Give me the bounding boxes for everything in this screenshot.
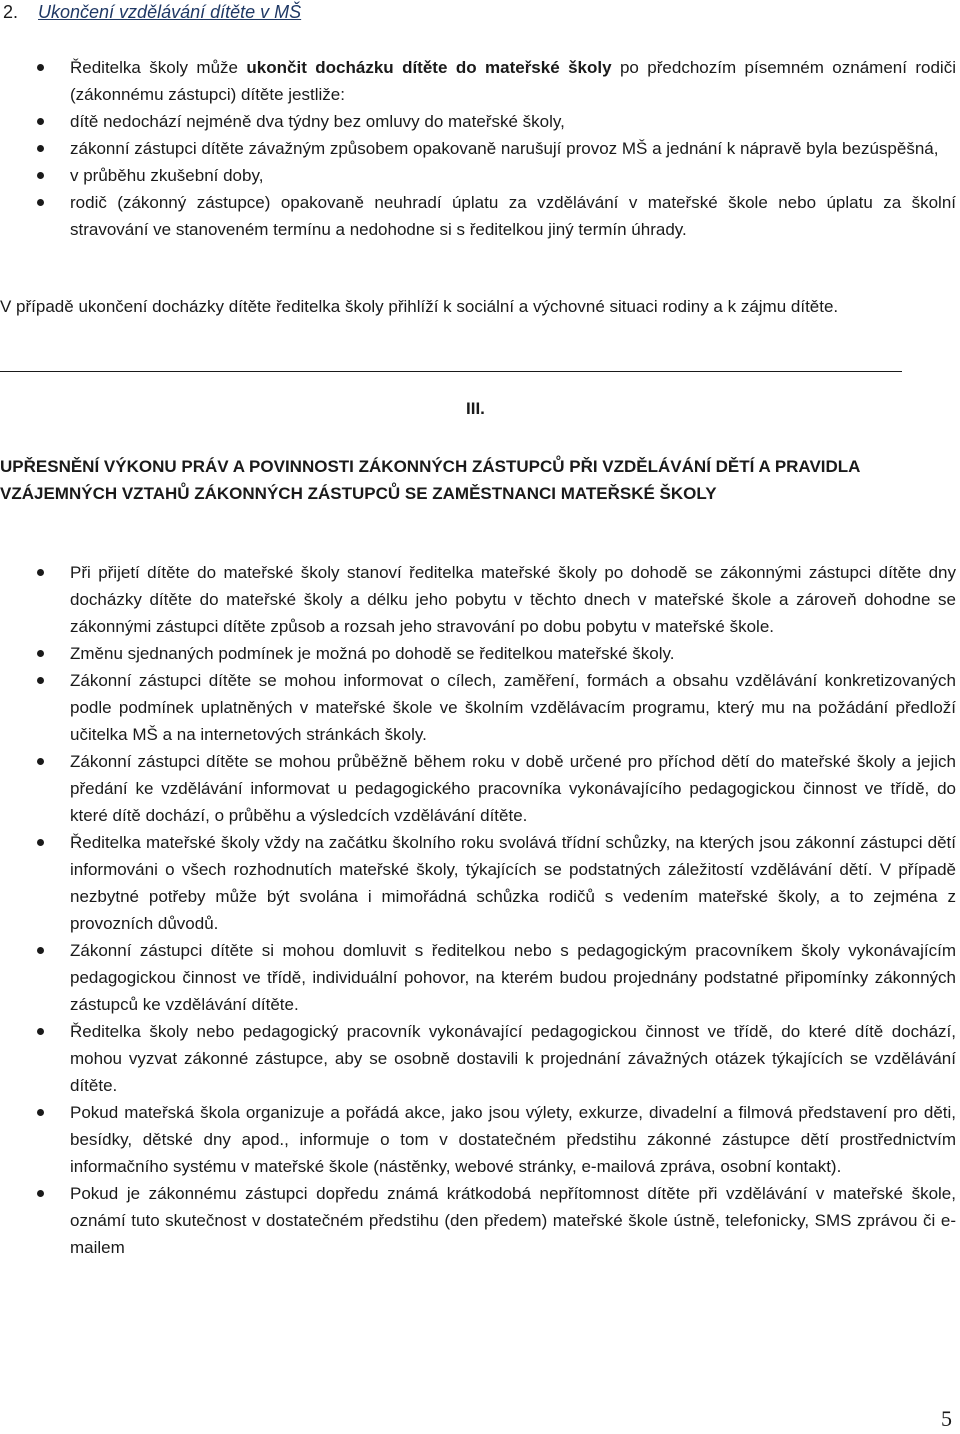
list-item: Zákonní zástupci dítěte se mohou průběžně během roku v době určené pro příchod dětí do mateřské školy a jejich předání ke vzdělávání informovat u pedagogického pracovníka vykonávajícího pedagogickou činnost ve třídě, do které dítě dochází, o průběhu a výsledcích vzdělávání dítěte. [0, 748, 960, 829]
section-number: 2. [3, 2, 19, 22]
bold-phrase: ukončit docházku dítěte do mateřské školy [246, 58, 612, 77]
chapter-number: III. [466, 399, 485, 418]
list-item: Při přijetí dítěte do mateřské školy stanoví ředitelka mateřské školy po dohodě se zákonnými zástupci dítěte dny docházky dítěte do mateřské školy a délku jeho pobytu v těchto dnech v mateřské škole a zároveň dohodne se zákonnými zástupci dítěte způsob a rozsah jeho stravování po dobu pobytu v mateřské škole. [0, 559, 960, 640]
list-item: Ředitelka mateřské školy vždy na začátku školního roku svolává třídní schůzky, na kterých jsou zákonní zástupci dětí informováni o všech rozhodnutích mateřské školy, týkajících se podstatných záležitostí vzdělávání dětí. V případě nezbytné potřeby může být svolána i mimořádná schůzka rodičů s vedením mateřské školy, a to zejména z provozních důvodů. [0, 829, 960, 937]
list-item: zákonní zástupci dítěte závažným způsobem opakovaně narušují provoz MŠ a jednání k nápravě byla bezúspěšná, [0, 135, 960, 162]
horizontal-rule [0, 371, 902, 372]
termination-conditions-list [0, 54, 960, 243]
list-item: v průběhu zkušební doby, [0, 162, 960, 189]
list-item: Zákonní zástupci dítěte si mohou domluvit s ředitelkou nebo s pedagogickým pracovníkem školy vykonávajícím pedagogickou činnost ve třídě, individuální pohovor, na kterém budou projednány podstatné připomínky zákonných zástupců ke vzdělávání dítěte. [0, 937, 960, 1018]
list-item: dítě nedochází nejméně dva týdny bez omluvy do mateřské školy, [0, 108, 960, 135]
list-item: rodič (zákonný zástupce) opakovaně neuhradí úplatu za vzdělávání v mateřské škole nebo úplatu za školní stravování ve stanoveném termínu a nedohodne si s ředitelkou jiný termín úhrady. [0, 189, 960, 243]
chapter-title: UPŘESNĚNÍ VÝKONU PRÁV A POVINNOSTI ZÁKONNÝCH ZÁSTUPCŮ PŘI VZDĚLÁVÁNÍ DĚTÍ A PRAVIDLA VZÁJEMNÝCH VZTAHŮ ZÁKONNÝCH ZÁSTUPCŮ SE ZAMĚSTNANCI MATEŘSKÉ ŠKOLY [0, 457, 860, 503]
list-item: Ředitelka školy nebo pedagogický pracovník vykonávající pedagogickou činnost ve třídě, do které dítě dochází, mohou vyzvat zákonné zástupce, aby se osobně dostavili k projednání závažných otázek týkajících se vzdělávání dítěte. [0, 1018, 960, 1099]
list-item: Ředitelka školy může ukončit docházku dítěte do mateřské školy po předchozím písemném oznámení rodiči (zákonnému zástupci) dítěte jestliže: [0, 54, 960, 108]
list-item: Zákonní zástupci dítěte se mohou informovat o cílech, zaměření, formách a obsahu vzdělávání konkretizovaných podle podmínek uplatněných v mateřské škole ve školním vzdělávacím programu, který mu na požádání předloží učitelka MŠ a na internetových stránkách školy. [0, 667, 960, 748]
page-number: 5 [941, 1406, 952, 1431]
rights-duties-list [0, 559, 960, 1261]
list-item: Pokud je zákonnému zástupci dopředu známá krátkodobá nepřítomnost dítěte při vzdělávání v mateřské škole, oznámí tuto skutečnost v dostatečném předstihu (den předem) mateřské škole ústně, telefonicky, SMS zprávou či e-mailem [0, 1180, 960, 1261]
list-item: Pokud mateřská škola organizuje a pořádá akce, jako jsou výlety, exkurze, divadelní a filmová představení pro děti, besídky, dětské dny apod., informuje o tom v dostatečném předstihu zákonné zástupce dětí prostřednictvím informačního systému v mateřské škole (nástěnky, webové stránky, e-mailová zpráva, osobní kontakt). [0, 1099, 960, 1180]
list-item: Změnu sjednaných podmínek je možná po dohodě se ředitelkou mateřské školy. [0, 640, 960, 667]
section-heading [3, 2, 301, 23]
paragraph: V případě ukončení docházky dítěte ředitelka školy přihlíží k sociální a výchovné situaci rodiny a k zájmu dítěte. [0, 297, 839, 316]
section-title: Ukončení vzdělávání dítěte v MŠ [38, 2, 302, 22]
